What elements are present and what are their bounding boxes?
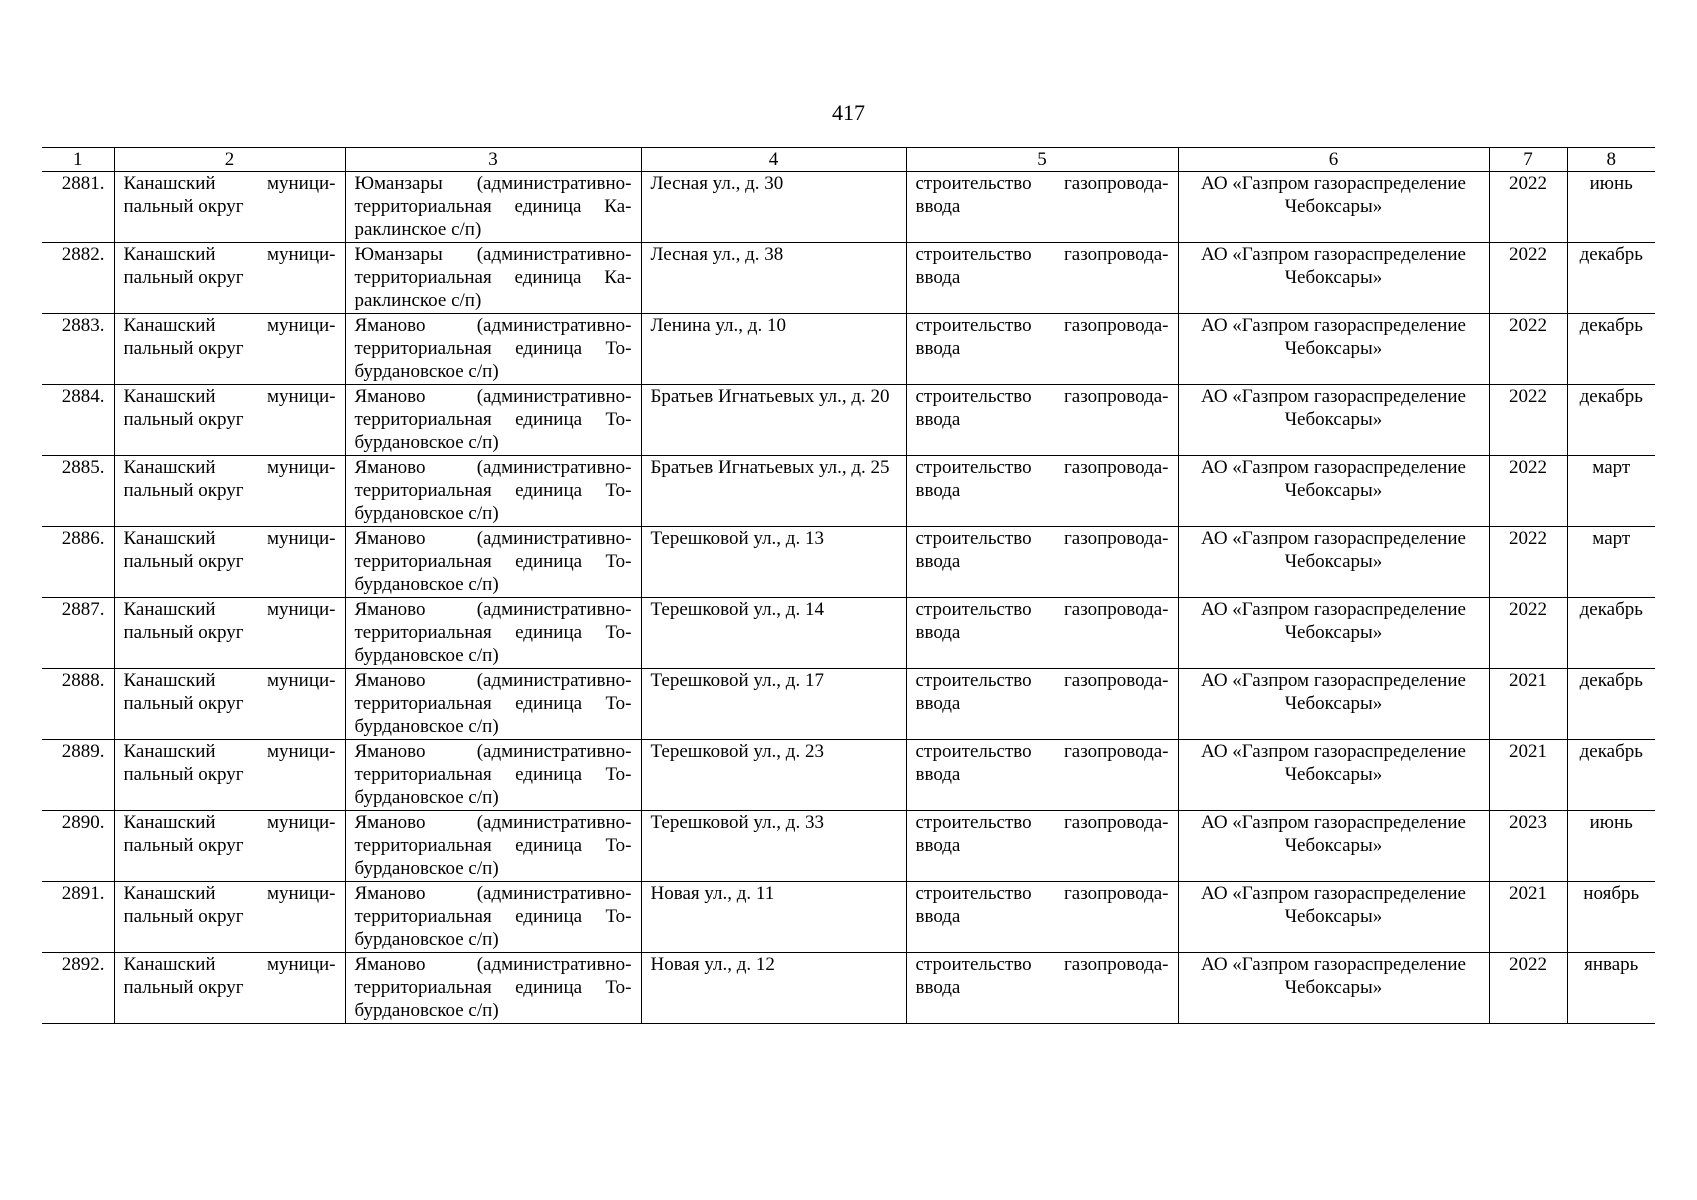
month-cell: июнь (1567, 172, 1655, 243)
month-cell: декабрь (1567, 669, 1655, 740)
row-number-cell: 2884. (42, 385, 114, 456)
table-row (42, 314, 1655, 385)
settlement-cell: Яманово (административно-территориальная единица То-бурдановское с/п) (345, 527, 641, 598)
work-type-cell: строительство газопровода-ввода (906, 243, 1178, 314)
settlement-cell: Яманово (административно-территориальная единица То-бурдановское с/п) (345, 456, 641, 527)
settlement-cell: Яманово (административно-территориальная единица То-бурдановское с/п) (345, 598, 641, 669)
column-header: 7 (1489, 148, 1567, 172)
year-cell: 2022 (1489, 456, 1567, 527)
year-cell: 2022 (1489, 385, 1567, 456)
year-cell: 2022 (1489, 598, 1567, 669)
district-cell: Канашский муници-пальный округ (114, 172, 345, 243)
address-cell: Братьев Игнатьевых ул., д. 20 (641, 385, 906, 456)
column-header: 3 (345, 148, 641, 172)
district-cell: Канашский муници-пальный округ (114, 456, 345, 527)
district-cell: Канашский муници-пальный округ (114, 385, 345, 456)
year-cell: 2023 (1489, 811, 1567, 882)
address-cell: Терешковой ул., д. 14 (641, 598, 906, 669)
address-cell: Терешковой ул., д. 23 (641, 740, 906, 811)
work-type-cell: строительство газопровода-ввода (906, 385, 1178, 456)
table-row (42, 598, 1655, 669)
settlement-cell: Яманово (административно-территориальная единица То-бурдановское с/п) (345, 385, 641, 456)
address-cell: Новая ул., д. 12 (641, 953, 906, 1024)
work-type-cell: строительство газопровода-ввода (906, 172, 1178, 243)
district-cell: Канашский муници-пальный округ (114, 740, 345, 811)
gas-pipeline-schedule-table (42, 147, 1655, 1024)
row-number-cell: 2888. (42, 669, 114, 740)
district-cell: Канашский муници-пальный округ (114, 527, 345, 598)
year-cell: 2022 (1489, 243, 1567, 314)
work-type-cell: строительство газопровода-ввода (906, 740, 1178, 811)
year-cell: 2022 (1489, 172, 1567, 243)
organization-cell: АО «Газпром газораспределение Чебоксары» (1178, 598, 1489, 669)
column-header: 1 (42, 148, 114, 172)
table-row (42, 669, 1655, 740)
address-cell: Терешковой ул., д. 17 (641, 669, 906, 740)
year-cell: 2021 (1489, 669, 1567, 740)
month-cell: декабрь (1567, 598, 1655, 669)
work-type-cell: строительство газопровода-ввода (906, 314, 1178, 385)
column-number-header-row (42, 148, 1655, 172)
month-cell: ноябрь (1567, 882, 1655, 953)
year-cell: 2022 (1489, 953, 1567, 1024)
month-cell: январь (1567, 953, 1655, 1024)
organization-cell: АО «Газпром газораспределение Чебоксары» (1178, 385, 1489, 456)
organization-cell: АО «Газпром газораспределение Чебоксары» (1178, 172, 1489, 243)
settlement-cell: Яманово (административно-территориальная единица То-бурдановское с/п) (345, 882, 641, 953)
organization-cell: АО «Газпром газораспределение Чебоксары» (1178, 811, 1489, 882)
month-cell: декабрь (1567, 314, 1655, 385)
address-cell: Ленина ул., д. 10 (641, 314, 906, 385)
address-cell: Братьев Игнатьевых ул., д. 25 (641, 456, 906, 527)
work-type-cell: строительство газопровода-ввода (906, 953, 1178, 1024)
address-cell: Лесная ул., д. 30 (641, 172, 906, 243)
row-number-cell: 2886. (42, 527, 114, 598)
table-row (42, 811, 1655, 882)
settlement-cell: Яманово (административно-территориальная единица То-бурдановское с/п) (345, 953, 641, 1024)
table-row (42, 882, 1655, 953)
year-cell: 2021 (1489, 740, 1567, 811)
address-cell: Терешковой ул., д. 13 (641, 527, 906, 598)
organization-cell: АО «Газпром газораспределение Чебоксары» (1178, 314, 1489, 385)
column-header: 5 (906, 148, 1178, 172)
row-number-cell: 2889. (42, 740, 114, 811)
year-cell: 2021 (1489, 882, 1567, 953)
month-cell: март (1567, 527, 1655, 598)
work-type-cell: строительство газопровода-ввода (906, 882, 1178, 953)
work-type-cell: строительство газопровода-ввода (906, 527, 1178, 598)
settlement-cell: Яманово (административно-территориальная единица То-бурдановское с/п) (345, 669, 641, 740)
address-cell: Терешковой ул., д. 33 (641, 811, 906, 882)
table-row (42, 456, 1655, 527)
address-cell: Новая ул., д. 11 (641, 882, 906, 953)
organization-cell: АО «Газпром газораспределение Чебоксары» (1178, 882, 1489, 953)
organization-cell: АО «Газпром газораспределение Чебоксары» (1178, 669, 1489, 740)
row-number-cell: 2883. (42, 314, 114, 385)
district-cell: Канашский муници-пальный округ (114, 953, 345, 1024)
settlement-cell: Яманово (административно-территориальная единица То-бурдановское с/п) (345, 811, 641, 882)
district-cell: Канашский муници-пальный округ (114, 811, 345, 882)
organization-cell: АО «Газпром газораспределение Чебоксары» (1178, 953, 1489, 1024)
table-row (42, 953, 1655, 1024)
month-cell: декабрь (1567, 385, 1655, 456)
work-type-cell: строительство газопровода-ввода (906, 456, 1178, 527)
column-header: 2 (114, 148, 345, 172)
month-cell: март (1567, 456, 1655, 527)
month-cell: июнь (1567, 811, 1655, 882)
year-cell: 2022 (1489, 527, 1567, 598)
row-number-cell: 2887. (42, 598, 114, 669)
row-number-cell: 2891. (42, 882, 114, 953)
organization-cell: АО «Газпром газораспределение Чебоксары» (1178, 243, 1489, 314)
district-cell: Канашский муници-пальный округ (114, 314, 345, 385)
district-cell: Канашский муници-пальный округ (114, 882, 345, 953)
work-type-cell: строительство газопровода-ввода (906, 811, 1178, 882)
row-number-cell: 2892. (42, 953, 114, 1024)
settlement-cell: Юманзары (административно-территориальная единица Ка-раклинское с/п) (345, 243, 641, 314)
table-row (42, 740, 1655, 811)
organization-cell: АО «Газпром газораспределение Чебоксары» (1178, 527, 1489, 598)
column-header: 8 (1567, 148, 1655, 172)
page-number: 417 (832, 100, 865, 125)
row-number-cell: 2882. (42, 243, 114, 314)
column-header: 4 (641, 148, 906, 172)
organization-cell: АО «Газпром газораспределение Чебоксары» (1178, 456, 1489, 527)
address-cell: Лесная ул., д. 38 (641, 243, 906, 314)
table-row (42, 527, 1655, 598)
district-cell: Канашский муници-пальный округ (114, 669, 345, 740)
row-number-cell: 2881. (42, 172, 114, 243)
settlement-cell: Юманзары (административно-территориальная единица Ка-раклинское с/п) (345, 172, 641, 243)
table-row (42, 243, 1655, 314)
district-cell: Канашский муници-пальный округ (114, 598, 345, 669)
district-cell: Канашский муници-пальный округ (114, 243, 345, 314)
settlement-cell: Яманово (административно-территориальная единица То-бурдановское с/п) (345, 740, 641, 811)
column-header: 6 (1178, 148, 1489, 172)
settlement-cell: Яманово (административно-территориальная единица То-бурдановское с/п) (345, 314, 641, 385)
month-cell: декабрь (1567, 740, 1655, 811)
year-cell: 2022 (1489, 314, 1567, 385)
month-cell: декабрь (1567, 243, 1655, 314)
work-type-cell: строительство газопровода-ввода (906, 598, 1178, 669)
organization-cell: АО «Газпром газораспределение Чебоксары» (1178, 740, 1489, 811)
work-type-cell: строительство газопровода-ввода (906, 669, 1178, 740)
row-number-cell: 2885. (42, 456, 114, 527)
row-number-cell: 2890. (42, 811, 114, 882)
table-row (42, 385, 1655, 456)
table-body (42, 172, 1655, 1024)
table-row (42, 172, 1655, 243)
